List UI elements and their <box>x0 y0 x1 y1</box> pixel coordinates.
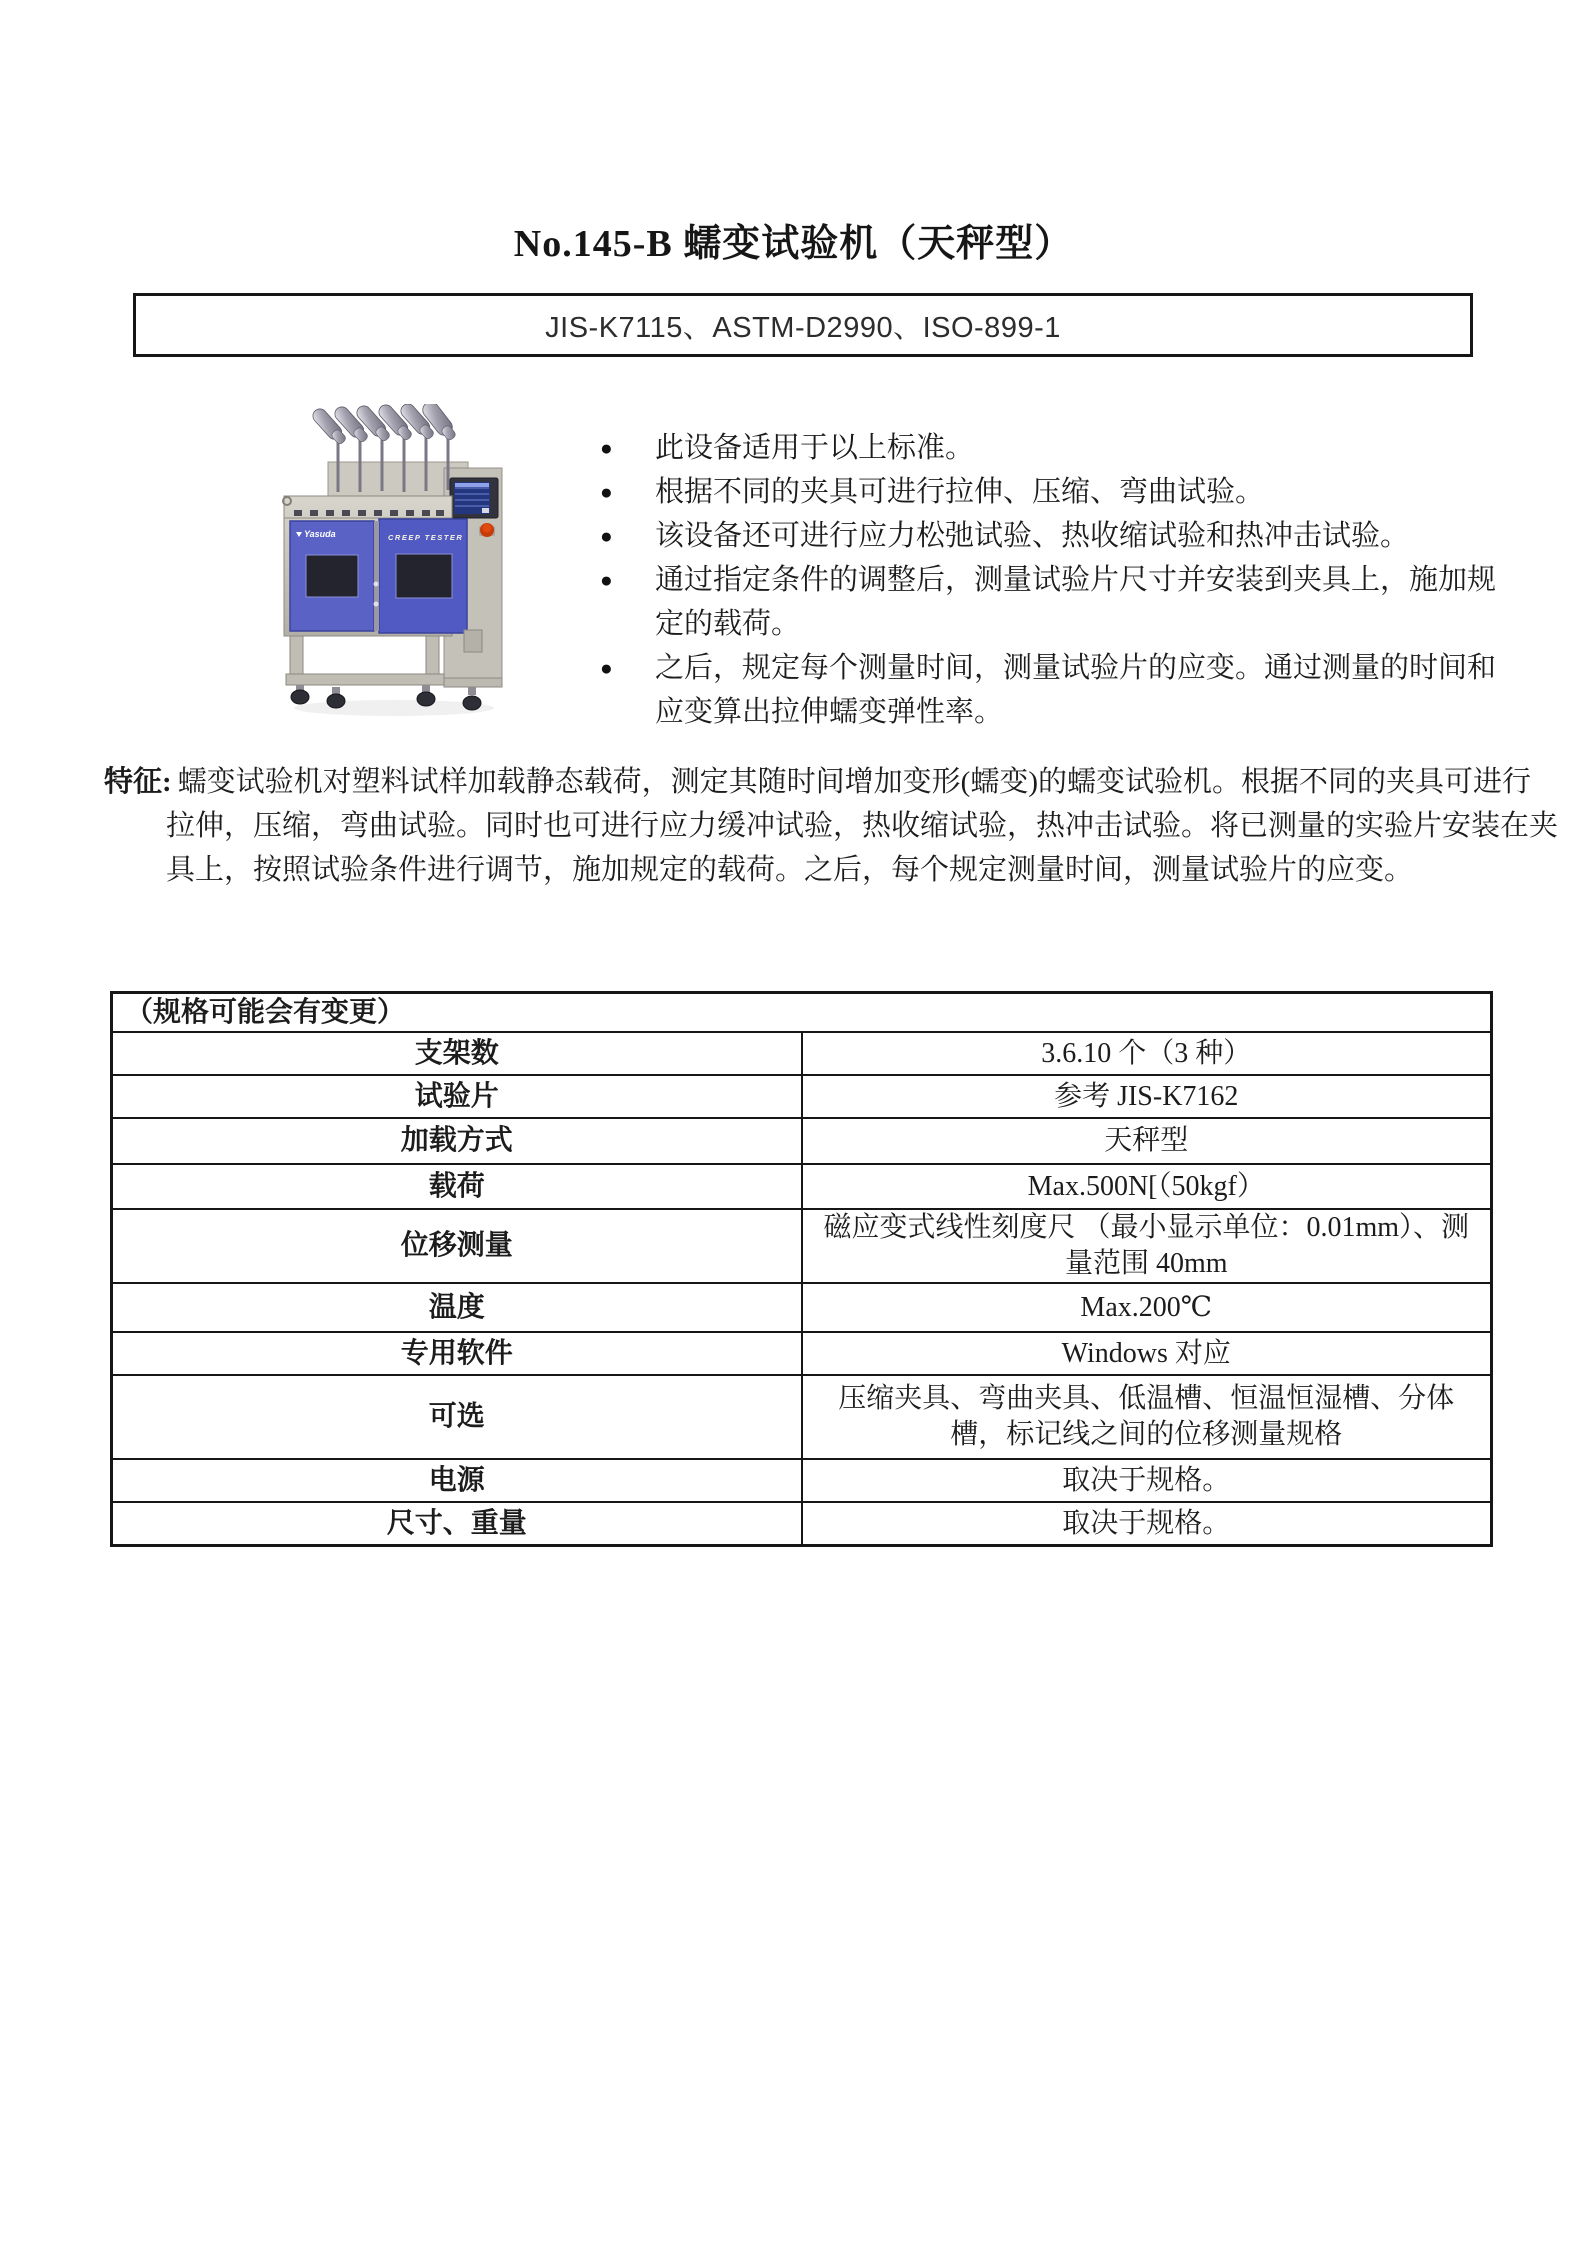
product-photo <box>276 404 520 720</box>
table-row <box>112 1164 1492 1209</box>
spec-value: Max.200℃ <box>802 1283 1492 1332</box>
spec-label: 电源 <box>112 1459 802 1502</box>
spec-label: 尺寸、重量 <box>112 1502 802 1546</box>
table-row <box>112 1459 1492 1502</box>
spec-label: 支架数 <box>112 1032 802 1075</box>
bullet-item: ● 通过指定条件的调整后，测量试验片尺寸并安装到夹具上，施加规定的载荷。 <box>598 558 1523 646</box>
spec-value: 参考 JIS-K7162 <box>802 1075 1492 1118</box>
door-label-text: CREEP TESTER <box>388 533 464 542</box>
table-row <box>112 1332 1492 1375</box>
table-row <box>112 1375 1492 1459</box>
spec-change-note: （规格可能会有变更） <box>112 993 1492 1033</box>
right-door <box>379 519 467 633</box>
spec-label: 专用软件 <box>112 1332 802 1375</box>
spec-table <box>110 991 1493 1547</box>
bullet-item: ● 根据不同的夹具可进行拉伸、压缩、弯曲试验。 <box>598 470 1523 514</box>
spec-value: 取决于规格。 <box>802 1459 1492 1502</box>
table-row <box>112 1283 1492 1332</box>
spec-label: 加载方式 <box>112 1118 802 1164</box>
spec-value: 压缩夹具、弯曲夹具、低温槽、恒温恒湿槽、分体槽，标记线之间的位移测量规格 <box>802 1375 1492 1459</box>
control-panel <box>450 478 498 518</box>
standards-box <box>133 293 1473 357</box>
bullet-item: ● 该设备还可进行应力松弛试验、热收缩试验和热冲击试验。 <box>598 514 1523 558</box>
spec-label: 试验片 <box>112 1075 802 1118</box>
table-row <box>112 1209 1492 1283</box>
feature-bullet-list <box>598 426 1523 734</box>
features-text: 蠕变试验机对塑料试样加载静态载荷，测定其随时间增加变形(蠕变)的蠕变试验机。根据不同的夹具可进行拉伸，压缩，弯曲试验。同时也可进行应力缓冲试验，热收缩试验，热冲击试验。将已测量的实验片安装在夹具上，按照试验条件进行调节，施加规定的载荷。之后，每个规定测量时间，测量试验片的应变。 <box>166 766 1559 886</box>
table-row <box>112 1502 1492 1546</box>
spec-label: 可选 <box>112 1375 802 1459</box>
spec-label: 位移测量 <box>112 1209 802 1283</box>
spec-value: Max.500N[（50kgf） <box>802 1164 1492 1209</box>
spec-value: Windows 对应 <box>802 1332 1492 1375</box>
spec-value: 天秤型 <box>802 1118 1492 1164</box>
spec-label: 温度 <box>112 1283 802 1332</box>
standards-text: JIS-K7115、ASTM-D2990、ISO-899-1 <box>545 311 1061 344</box>
features-paragraph <box>104 760 1558 892</box>
spec-value: 磁应变式线性刻度尺 （最小显示单位：0.01mm）、测量范围 40mm <box>802 1209 1492 1283</box>
creep-tester-illustration <box>276 404 520 720</box>
left-door <box>290 521 374 631</box>
table-note-row <box>112 993 1492 1033</box>
brand-logo-text: Yasuda <box>304 529 336 539</box>
spec-label: 载荷 <box>112 1164 802 1209</box>
table-row <box>112 1118 1492 1164</box>
table-row <box>112 1075 1492 1118</box>
page-title: No.145-B 蠕变试验机（天秤型） <box>513 223 1074 265</box>
bullet-item: ● 此设备适用于以上标准。 <box>598 426 1523 470</box>
spec-value: 3.6.10 个（3 种） <box>802 1032 1492 1075</box>
features-label: 特征: <box>104 766 172 798</box>
bullet-item: ● 之后，规定每个测量时间，测量试验片的应变。通过测量的时间和应变算出拉伸蠕变弹性率。 <box>598 646 1523 734</box>
spec-value: 取决于规格。 <box>802 1502 1492 1546</box>
table-row <box>112 1032 1492 1075</box>
